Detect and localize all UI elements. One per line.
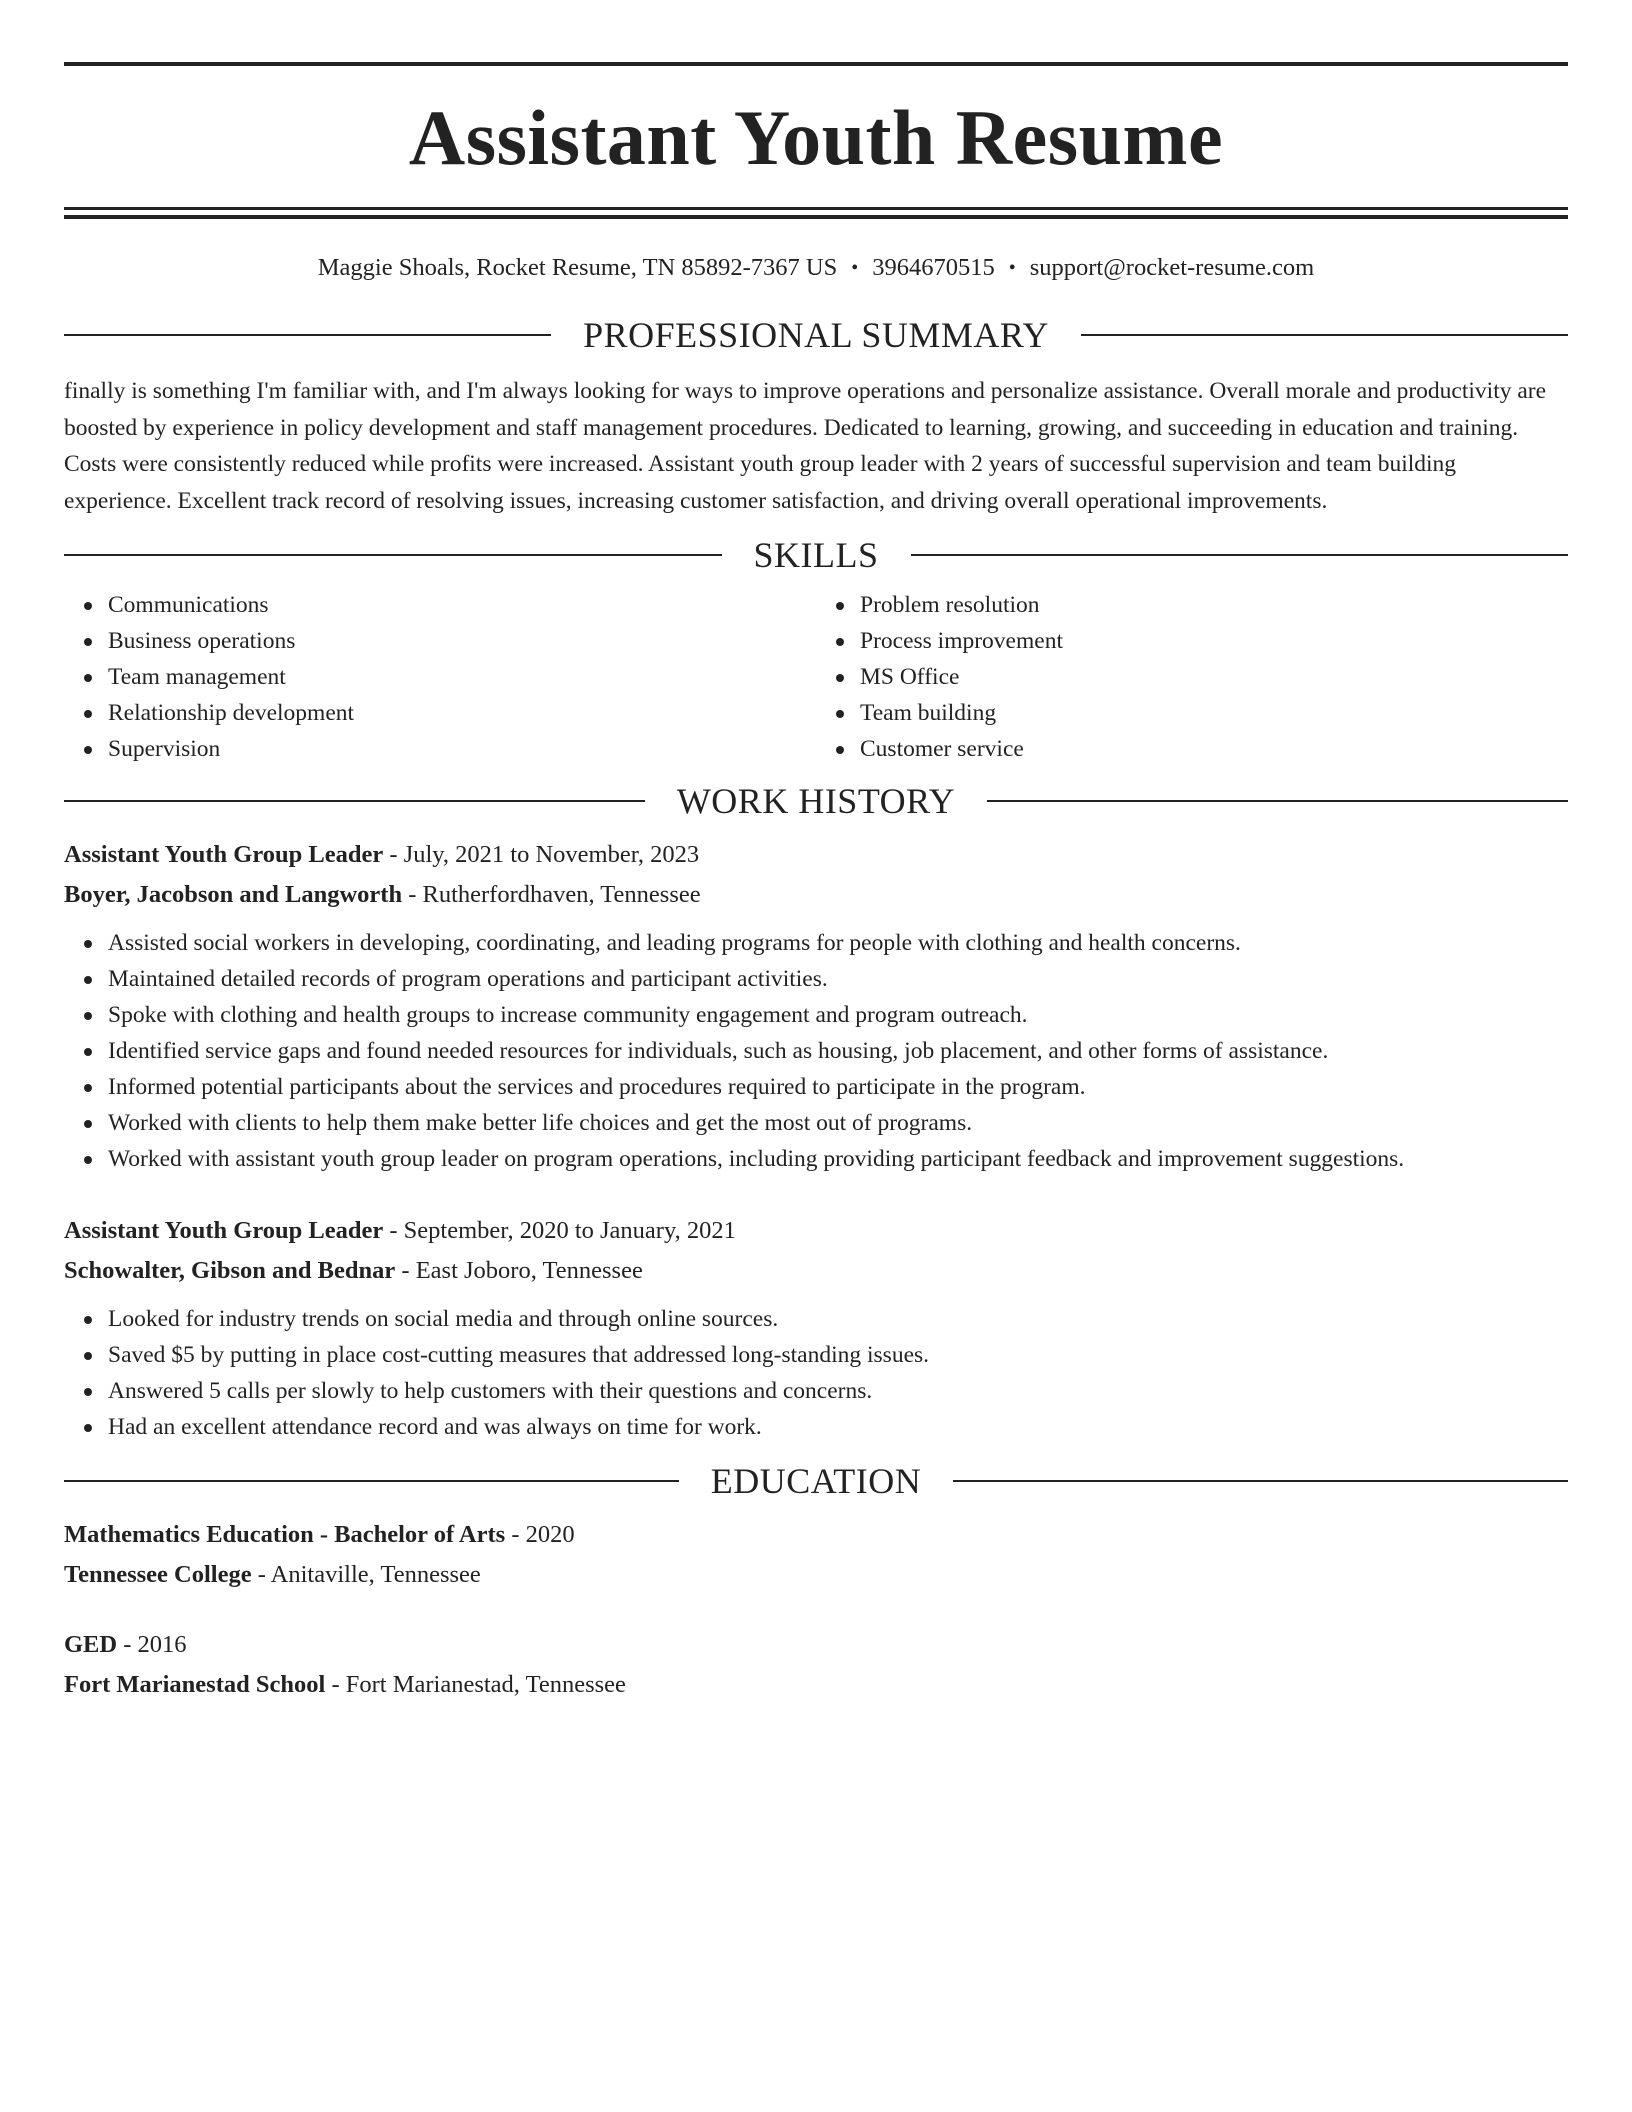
job-bullets: [64, 1301, 1568, 1445]
heading-rule: [953, 1480, 1568, 1482]
education-degree-line: GED - 2016: [64, 1631, 187, 1658]
education-degree: Mathematics Education - Bachelor of Arts: [64, 1521, 506, 1548]
skill-item: Business operations: [108, 623, 816, 659]
heading-rule: [911, 554, 1569, 556]
job-bullet: Had an excellent attendance record and was always on time for work.: [108, 1409, 1568, 1445]
contact-separator: •: [851, 257, 859, 279]
skill-item: Customer service: [860, 731, 1568, 767]
section-heading-skills: [64, 533, 1568, 577]
skill-item: Process improvement: [860, 623, 1568, 659]
skill-item: Communications: [108, 587, 816, 623]
skill-item: Team management: [108, 659, 816, 695]
skills-list: [64, 587, 1568, 767]
section-title: PROFESSIONAL SUMMARY: [583, 315, 1049, 355]
job-company: Boyer, Jacobson and Langworth: [64, 881, 403, 908]
job-location: Rutherfordhaven, Tennessee: [422, 881, 701, 908]
contact-address: Maggie Shoals, Rocket Resume, TN 85892-7367 US: [317, 254, 838, 281]
summary-paragraph: finally is something I'm familiar with, and I'm always looking for ways to improve operations and personalize assistance. Overall morale and productivity are boosted by experience in policy development and staff management procedures. Dedicated to learning, growing, and succeeding in education and training. Costs were consistently reduced while profits were increased. Assistant youth group leader with 2 years of successful supervision and team building experience. Excellent track record of resolving issues, increasing customer satisfaction, and driving overall operational improvements.: [64, 378, 1547, 514]
job-bullet: Maintained detailed records of program operations and participant activities.: [108, 961, 1568, 997]
education-school-line: Tennessee College - Anitaville, Tennessee: [64, 1561, 481, 1588]
top-rule: [64, 62, 1568, 66]
heading-rule: [64, 800, 645, 802]
resume-title: Assistant Youth Resume: [408, 94, 1224, 181]
section-heading-summary: [64, 313, 1568, 357]
section-title: EDUCATION: [710, 1461, 922, 1501]
skills-column-right: [816, 587, 1568, 767]
skill-item: Team building: [860, 695, 1568, 731]
section-heading-education: [64, 1459, 1568, 1503]
section-title: SKILLS: [753, 535, 879, 575]
title-double-rule: [64, 207, 1568, 219]
contact-email: support@rocket-resume.com: [1029, 254, 1315, 281]
job-entry: [64, 1211, 1568, 1445]
education-school-line: Fort Marianestad School - Fort Marianestad, Tennessee: [64, 1671, 626, 1698]
job-title: Assistant Youth Group Leader: [64, 841, 384, 868]
job-bullet: Identified service gaps and found needed resources for individuals, such as housing, job placement, and other forms of assistance.: [108, 1033, 1568, 1069]
job-title-line: Assistant Youth Group Leader - July, 2021 to November, 2023: [64, 841, 700, 868]
job-company: Schowalter, Gibson and Bednar: [64, 1257, 396, 1284]
job-title-line: Assistant Youth Group Leader - September, 2020 to January, 2021: [64, 1217, 736, 1244]
contact-separator: •: [1008, 257, 1016, 279]
heading-rule: [987, 800, 1568, 802]
education-degree: GED: [64, 1631, 118, 1658]
job-company-line: Boyer, Jacobson and Langworth - Rutherfordhaven, Tennessee: [64, 881, 701, 908]
job-bullet: Looked for industry trends on social media and through online sources.: [108, 1301, 1568, 1337]
skill-item: Problem resolution: [860, 587, 1568, 623]
education-location: Fort Marianestad, Tennessee: [345, 1671, 626, 1698]
job-location: East Joboro, Tennessee: [415, 1257, 643, 1284]
education-year: 2016: [137, 1631, 187, 1658]
heading-rule: [64, 1480, 679, 1482]
job-bullet: Spoke with clothing and health groups to increase community engagement and program outreach.: [108, 997, 1568, 1033]
job-bullet: Assisted social workers in developing, coordinating, and leading programs for people with clothing and health concerns.: [108, 925, 1568, 961]
job-company-line: Schowalter, Gibson and Bednar - East Joboro, Tennessee: [64, 1257, 643, 1284]
heading-rule: [64, 554, 722, 556]
education-school: Fort Marianestad School: [64, 1671, 326, 1698]
education-entry: [64, 1625, 1568, 1705]
section-heading-work: [64, 779, 1568, 823]
heading-rule: [64, 334, 551, 336]
education-year: 2020: [525, 1521, 575, 1548]
skill-item: Relationship development: [108, 695, 816, 731]
job-entry: [64, 835, 1568, 1177]
education-school: Tennessee College: [64, 1561, 252, 1588]
education-location: Anitaville, Tennessee: [270, 1561, 481, 1588]
job-dates: September, 2020 to January, 2021: [403, 1217, 736, 1244]
section-title: WORK HISTORY: [676, 781, 956, 821]
education-degree-line: Mathematics Education - Bachelor of Arts - 2020: [64, 1521, 575, 1548]
skills-column-left: [64, 587, 816, 767]
job-bullet: Saved $5 by putting in place cost-cutting measures that addressed long-standing issues.: [108, 1337, 1568, 1373]
contact-line: [64, 253, 1568, 283]
skill-item: MS Office: [860, 659, 1568, 695]
job-bullet: Worked with assistant youth group leader on program operations, including providing participant feedback and improvement suggestions.: [108, 1141, 1568, 1177]
contact-phone: 3964670515: [872, 254, 995, 281]
heading-rule: [1081, 334, 1568, 336]
job-bullet: Informed potential participants about the services and procedures required to participate in the program.: [108, 1069, 1568, 1105]
education-entry: [64, 1515, 1568, 1595]
job-dates: July, 2021 to November, 2023: [403, 841, 700, 868]
job-title: Assistant Youth Group Leader: [64, 1217, 384, 1244]
job-bullets: [64, 925, 1568, 1177]
job-bullet: Worked with clients to help them make better life choices and get the most out of programs.: [108, 1105, 1568, 1141]
skill-item: Supervision: [108, 731, 816, 767]
job-bullet: Answered 5 calls per slowly to help customers with their questions and concerns.: [108, 1373, 1568, 1409]
